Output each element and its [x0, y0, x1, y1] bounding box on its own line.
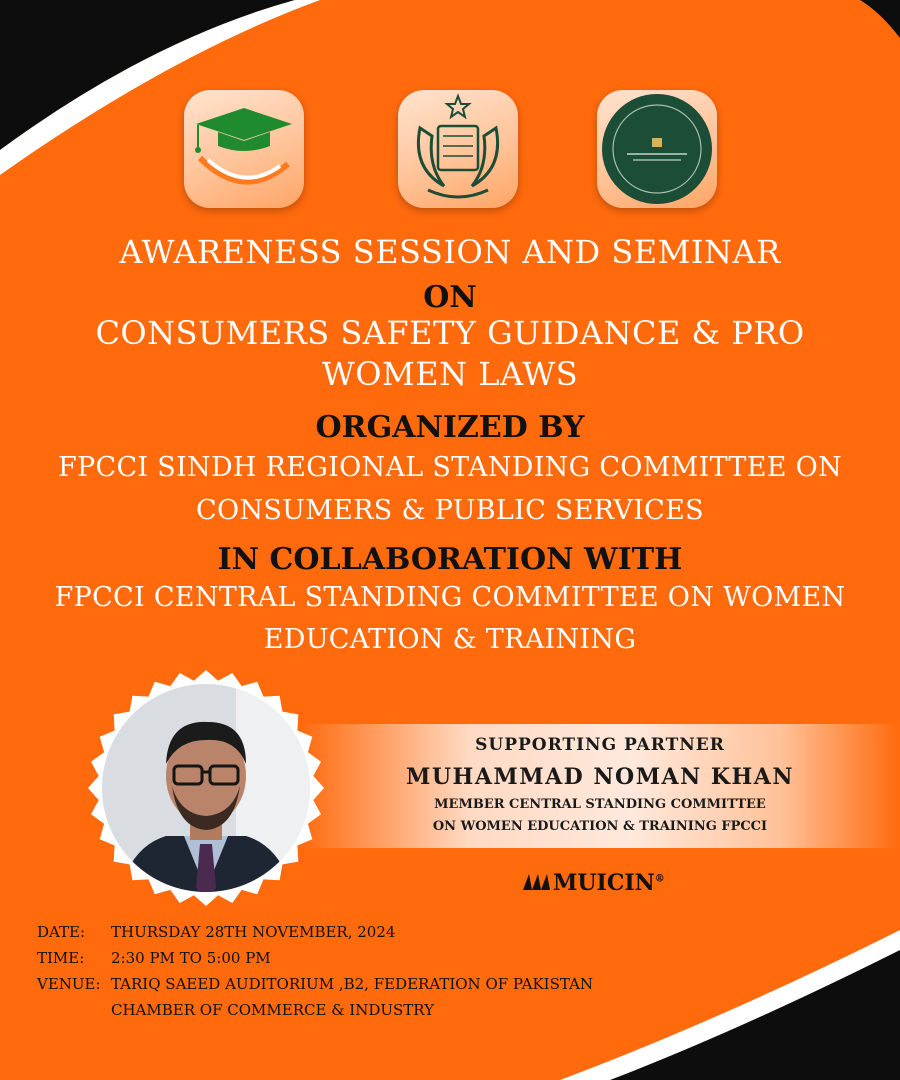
- green-seal-icon: [597, 90, 717, 208]
- date-label: DATE:: [37, 923, 86, 941]
- organizer-line1: FPCCI SINDH REGIONAL STANDING COMMITTEE ON: [58, 452, 842, 483]
- graduation-cap-icon: [184, 90, 304, 208]
- venue-label: VENUE:: [37, 975, 101, 993]
- organized-by-label: ORGANIZED BY: [315, 410, 585, 445]
- starburst-frame: [86, 668, 326, 908]
- venue-line1: TARIQ SAEED AUDITORIUM ,B2, FEDERATION OF PAKISTAN: [111, 975, 594, 993]
- partner-name: MUHAMMAD NOMAN KHAN: [406, 764, 794, 790]
- government-emblem-icon: [398, 90, 518, 208]
- speaker-photo-frame: [86, 668, 326, 908]
- time-label: TIME:: [37, 949, 85, 967]
- partner-role-line1: MEMBER CENTRAL STANDING COMMITTEE: [434, 797, 766, 812]
- logo-card-seal: [597, 90, 717, 208]
- topic-line1: CONSUMERS SAFETY GUIDANCE & PRO: [95, 314, 805, 352]
- brand-logo: [523, 870, 665, 896]
- organizer-line2: CONSUMERS & PUBLIC SERVICES: [196, 495, 704, 526]
- time-value: 2:30 PM TO 5:00 PM: [111, 949, 271, 967]
- brand-registered-mark: ®: [654, 873, 665, 885]
- brand-mark-icon: [523, 870, 553, 892]
- topic-line2: WOMEN LAWS: [321, 355, 579, 393]
- speaker-photo: [86, 668, 326, 908]
- collaboration-line2: EDUCATION & TRAINING: [263, 624, 637, 655]
- logo-card-graduation: [184, 90, 304, 208]
- brand-name: MUICIN: [553, 870, 655, 896]
- headline-on: ON: [423, 280, 477, 315]
- supporting-partner-label: SUPPORTING PARTNER: [475, 735, 725, 755]
- collaboration-label: IN COLLABORATION WITH: [217, 542, 683, 577]
- partner-role-line2: ON WOMEN EDUCATION & TRAINING FPCCI: [432, 819, 768, 834]
- date-value: THURSDAY 28TH NOVEMBER, 2024: [111, 923, 396, 941]
- headline-line1: AWARENESS SESSION AND SEMINAR: [119, 233, 781, 271]
- collaboration-line1: FPCCI CENTRAL STANDING COMMITTEE ON WOMEN: [54, 582, 846, 613]
- venue-line2: CHAMBER OF COMMERCE & INDUSTRY: [111, 1001, 435, 1019]
- logo-card-emblem: [398, 90, 518, 208]
